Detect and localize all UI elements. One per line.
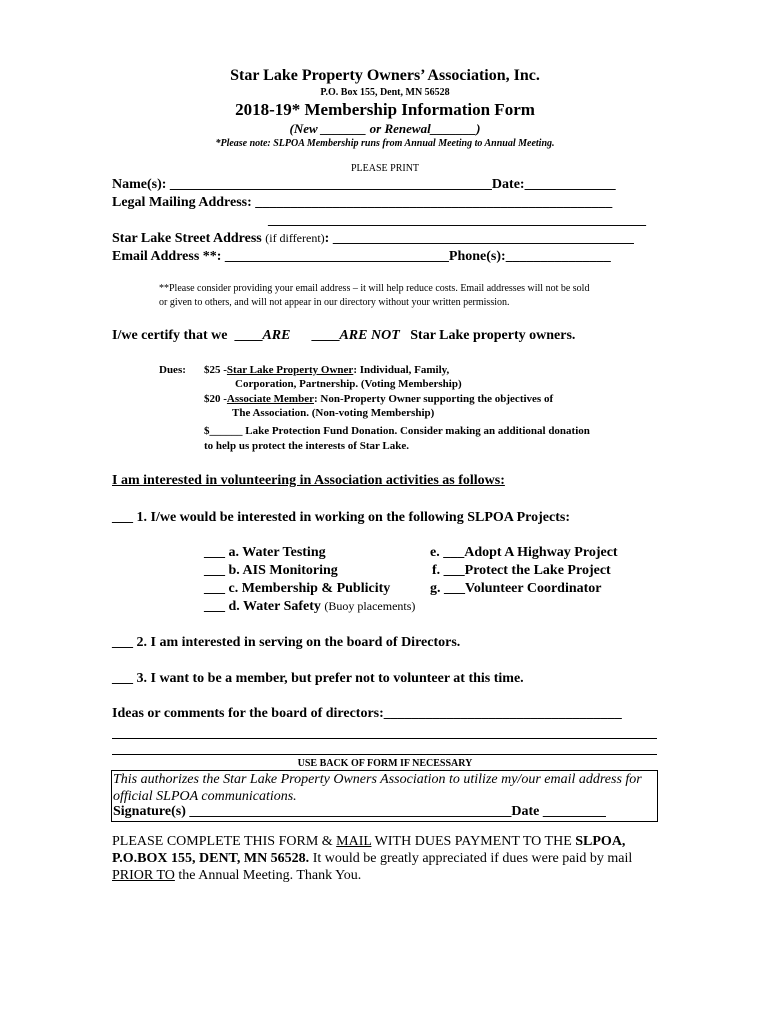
footer-part1: PLEASE COMPLETE THIS FORM &	[112, 834, 337, 849]
assoc-amount: $20 -	[204, 393, 227, 405]
ideas-comments-field[interactable]: Ideas or comments for the board of directors:__________________________________	[112, 706, 622, 721]
ideas-line-1[interactable]	[112, 738, 657, 739]
assoc-desc: : Non-Property Owner supporting the objectives of	[313, 393, 554, 405]
project-e-adopt-highway[interactable]: e. ___Adopt A Highway Project	[430, 545, 618, 560]
volunteer-heading: I am interested in volunteering in Association activities as follows:	[112, 473, 505, 488]
membership-note: *Please note: SLPOA Membership runs from Annual Meeting to Annual Meeting.	[215, 138, 555, 149]
are-option: ARE	[262, 328, 291, 343]
mailing-address-line2[interactable]: ______________________________________________________	[268, 213, 646, 228]
email-note-line2: or given to others, and will not appear in our directory without your written permission.	[159, 297, 510, 308]
are-blank[interactable]: ____	[234, 328, 263, 343]
org-address: P.O. Box 155, Dent, MN 56528	[320, 87, 450, 98]
email-note-line1: **Please consider providing your email address – it will help reduce costs. Email addresses will not be sold	[159, 283, 590, 294]
use-back-note: USE BACK OF FORM IF NECESSARY	[297, 758, 473, 769]
ideas-line-2[interactable]	[112, 754, 657, 755]
owner-desc-2: Corporation, Partnership. (Voting Membership)	[235, 378, 462, 390]
email-phone-field[interactable]: Email Address **: ________________________________Phone(s):_______________	[112, 249, 611, 264]
street-address-field[interactable]	[112, 231, 634, 247]
owner-title: Star Lake Property Owner	[226, 364, 354, 376]
mailing-address-field[interactable]: Legal Mailing Address: ___________________________________________________	[112, 195, 613, 210]
org-name: Star Lake Property Owners’ Association, Inc.	[230, 67, 540, 84]
please-print: PLEASE PRINT	[350, 163, 420, 174]
project-d-water-safety[interactable]	[204, 599, 415, 615]
dues-associate	[204, 393, 553, 405]
buoy-note: (Buoy placements)	[324, 599, 416, 613]
project-f-protect-lake[interactable]: f. ___Protect the Lake Project	[432, 563, 611, 578]
footer-line1	[112, 834, 625, 850]
footer-slpoa: SLPOA,	[575, 834, 626, 849]
footer-mail: MAIL	[336, 834, 372, 849]
new-renewal-line: (New _______ or Renewal_______)	[289, 121, 481, 136]
project-c-membership-publicity[interactable]: ___ c. Membership & Publicity	[204, 581, 391, 596]
project-b-ais-monitoring[interactable]: ___ b. AIS Monitoring	[204, 563, 338, 578]
form-title: 2018-19* Membership Information Form	[235, 100, 535, 119]
owner-desc: : Individual, Family,	[353, 364, 450, 376]
dues-label: Dues:	[159, 364, 186, 376]
owner-amount: $25 -	[204, 364, 227, 376]
street-address-label: Star Lake Street Address	[112, 231, 262, 246]
volunteer-item-2[interactable]: ___ 2. I am interested in serving on the board of Directors.	[112, 635, 461, 650]
assoc-desc-2: The Association. (Non-voting Membership)	[232, 407, 435, 419]
authorization-line2: official SLPOA communications.	[113, 789, 297, 804]
footer-po-box: P.O.BOX 155, DENT, MN 56528.	[112, 851, 310, 866]
footer-line2-rest: It would be greatly appreciated if dues were paid by mail	[309, 851, 633, 866]
volunteer-item-3[interactable]: ___ 3. I want to be a member, but prefer not to volunteer at this time.	[112, 671, 524, 686]
are-not-blank[interactable]: ____	[311, 328, 340, 343]
project-d-label: ___ d. Water Safety	[204, 599, 321, 614]
footer-part2: WITH DUES PAYMENT TO THE	[371, 834, 576, 849]
footer-line3-rest: the Annual Meeting. Thank You.	[174, 868, 362, 883]
assoc-title: Associate Member	[226, 393, 314, 405]
volunteer-item-1[interactable]: ___ 1. I/we would be interested in working on the following SLPOA Projects:	[112, 510, 570, 525]
footer-line3	[112, 868, 361, 884]
fund-donation-line2: to help us protect the interests of Star Lake.	[204, 440, 410, 452]
street-address-blank: : ___________________________________________	[324, 231, 634, 246]
fund-donation-field[interactable]: $______ Lake Protection Fund Donation. Consider making an additional donation	[204, 425, 590, 437]
footer-line2	[112, 851, 632, 867]
are-not-option: ARE NOT	[339, 328, 400, 343]
project-a-water-testing[interactable]: ___ a. Water Testing	[204, 545, 326, 560]
signature-date-field[interactable]: Signature(s) ______________________________________________Date _________	[113, 804, 606, 819]
dues-owner	[204, 364, 449, 376]
names-date-field[interactable]: Name(s): ______________________________________________Date:_____________	[112, 177, 616, 192]
authorization-line1: This authorizes the Star Lake Property Owners Association to utilize my/our email address for	[113, 772, 642, 787]
certify-lead: I/we certify that we	[112, 328, 228, 343]
footer-prior-to: PRIOR TO	[112, 868, 175, 883]
project-g-volunteer-coordinator[interactable]: g. ___Volunteer Coordinator	[430, 581, 602, 596]
certify-tail: Star Lake property owners.	[410, 328, 576, 343]
certify-line	[112, 328, 575, 344]
street-address-qualifier: (if different)	[265, 231, 325, 245]
